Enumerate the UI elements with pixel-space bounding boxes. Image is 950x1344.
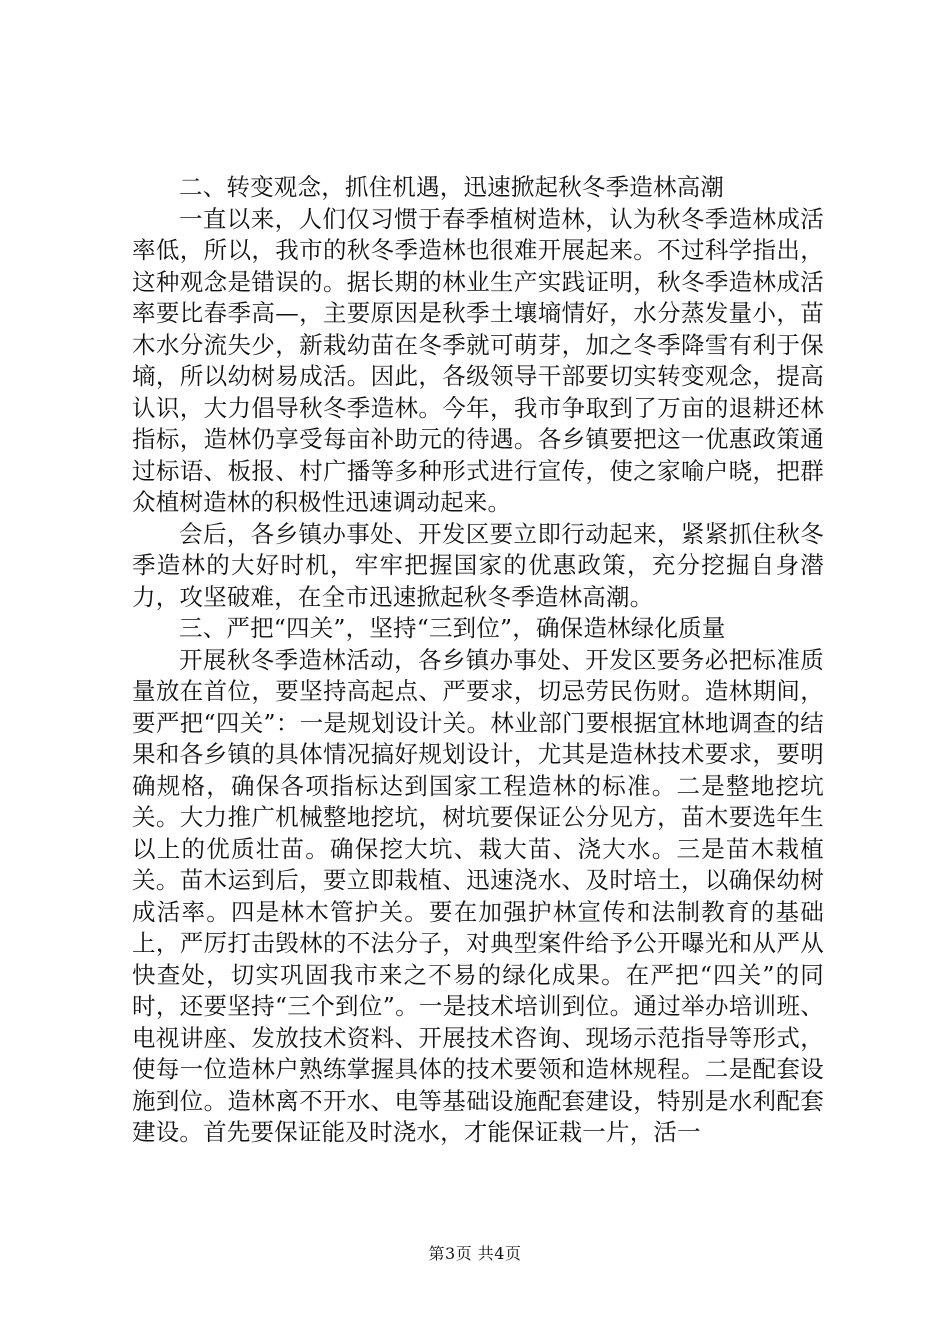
page-footer: 第3页 共4页 [428,1244,522,1263]
paragraph: 一直以来，人们仅习惯于春季植树造林，认为秋冬季造林成活率低，所以，我市的秋冬季造林也很难开展起来。不过科学指出，这种观念是错误的。据长期的林业生产实践证明，秋冬季造林成活率要比春季高—，主要原因是秋季土壤墒情好，水分蒸发量小，苗木水分流失少，新栽幼苗在冬季就可萌芽，加之冬季降雪有利于保墒，所以幼树易成活。因此，各级领导干部要切实转变观念，提高认识，大力倡导秋冬季造林。今年，我市争取到了万亩的退耕还林指标，造林仍享受每亩补助元的待遇。各乡镇要把这一优惠政策通过标语、板报、村广播等多种形式进行宣传，使之家喻户晓，把群众植树造林的积极性迅速调动起来。 [132,204,824,516]
paragraph: 开展秋冬季造林活动，各乡镇办事处、开发区要务必把标准质量放在首位，要坚持高起点、严要求，切忌劳民伤财。造林期间，要严把“四关”：一是规划设计关。林业部门要根据宜林地调查的结果和各乡镇的具体情况搞好规划设计，尤其是造林技术要求，要明确规格，确保各项指标达到国家工程造林的标准。二是整地挖坑关。大力推广机械整地挖坑，树坑要保证公分见方，苗木要选年生以上的优质壮苗。确保挖大坑、栽大苗、浇大水。三是苗木栽植关。苗木运到后，要立即栽植、迅速浇水、及时培土，以确保幼树成活率。四是林木管护关。要在加强护林宣传和法制教育的基础上，严厉打击毁林的不法分子，对典型案件给予公开曝光和从严从快查处，切实巩固我市来之不易的绿化成果。在严把“四关”的同时，还要坚持“三个到位”。一是技术培训到位。通过举办培训班、电视讲座、发放技术资料、开展技术咨询、现场示范指导等形式，使每一位造林户熟练掌握具体的技术要领和造林规程。二是配套设施到位。造林离不开水、电等基础设施配套建设，特别是水利配套建设。首先要保证能及时浇水，才能保证栽一片，活一 [132,645,824,1146]
document-body [132,172,824,1149]
section-heading-3: 三、严把“四关”，坚持“三到位”，确保造林绿化质量 [179,614,726,642]
section-heading-2: 二、转变观念，抓住机遇，迅速掀起秋冬季造林高潮 [179,173,725,201]
paragraph: 会后，各乡镇办事处、开发区要立即行动起来，紧紧抓住秋冬季造林的大好时机，牢牢把握国家的优惠政策，充分挖掘自身潜力，攻坚破难，在全市迅速掀起秋冬季造林高潮。 [132,519,824,611]
